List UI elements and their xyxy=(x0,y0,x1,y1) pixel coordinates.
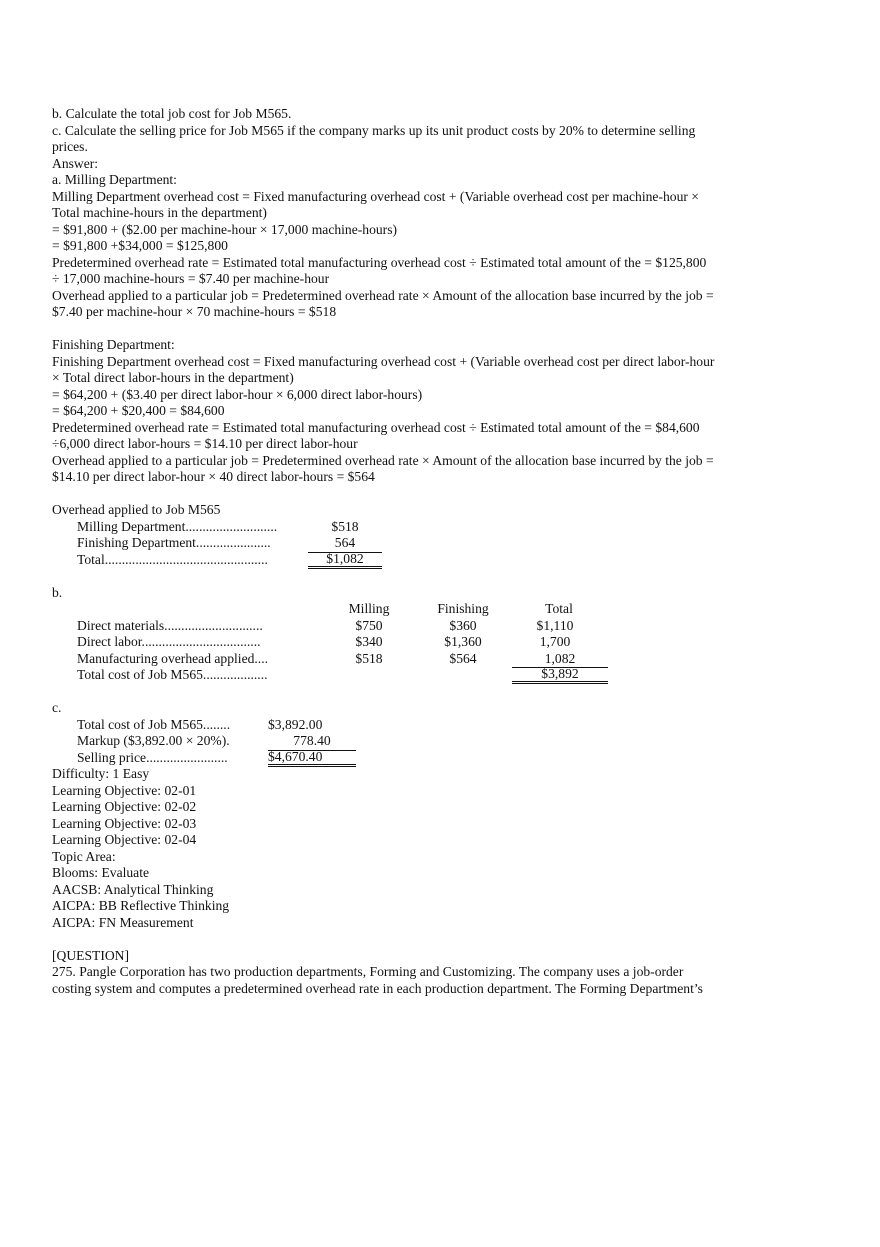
row-label: Total cost of Job M565........ xyxy=(77,716,231,732)
table-row xyxy=(52,552,842,569)
metadata-line: Blooms: Evaluate xyxy=(52,865,150,880)
table-row xyxy=(52,535,842,552)
metadata-line: Difficulty: 1 Easy xyxy=(52,766,150,781)
text-line: = $64,200 + $20,400 = $84,600 xyxy=(52,403,225,418)
cell-milling: $518 xyxy=(355,650,383,666)
spacer xyxy=(52,568,842,585)
text-line: ÷6,000 direct labor-hours = $14.10 per direct labor-hour xyxy=(52,436,358,451)
metadata-line: Learning Objective: 02-01 xyxy=(52,782,197,798)
document-page xyxy=(52,106,842,997)
job-cost-table xyxy=(52,585,842,684)
table-row xyxy=(52,651,842,668)
spacer xyxy=(52,321,842,338)
text-line: c. Calculate the selling price for Job M565 if the company marks up its unit product costs by 20% to determine selling xyxy=(52,122,696,138)
text-line: Total machine-hours in the department) xyxy=(52,205,267,220)
text-line: Finishing Department overhead cost = Fixed manufacturing overhead cost + (Variable overhead cost per direct labor-hour xyxy=(52,353,715,369)
table-row xyxy=(52,750,842,767)
finishing-section xyxy=(52,337,842,486)
text-line: Predetermined overhead rate = Estimated total manufacturing overhead cost ÷ Estimated total amount of the = $125,800 xyxy=(52,254,707,270)
text-line: b. Calculate the total job cost for Job M565. xyxy=(52,106,292,121)
question-tag: [QUESTION] xyxy=(52,947,130,963)
cell-finishing: $360 xyxy=(449,617,477,633)
metadata-line: Learning Objective: 02-03 xyxy=(52,815,197,831)
row-value: 564 xyxy=(308,535,382,553)
cell-total: 1,700 xyxy=(539,634,571,649)
section-heading: b. xyxy=(52,584,63,600)
row-value: 778.40 xyxy=(268,733,356,751)
text-line: costing system and computes a predetermined overhead rate in each production department. The Forming Department’s xyxy=(52,980,703,996)
selling-price-table xyxy=(52,700,842,766)
overhead-applied-table xyxy=(52,502,842,568)
row-label: Total................................................ xyxy=(77,551,268,567)
column-header: Milling xyxy=(348,601,390,616)
metadata-line: AICPA: FN Measurement xyxy=(52,914,194,930)
milling-section xyxy=(52,106,842,321)
metadata-line: Topic Area: xyxy=(52,848,116,864)
section-heading: c. xyxy=(52,700,62,715)
cell-finishing: $564 xyxy=(449,650,477,666)
row-value: $4,670.40 xyxy=(268,750,356,767)
table-row xyxy=(52,618,842,635)
text-line: = $64,200 + ($3.40 per direct labor-hour × 6,000 direct labor-hours) xyxy=(52,386,423,402)
text-line: $14.10 per direct labor-hour × 40 direct labor-hours = $564 xyxy=(52,469,375,484)
cell-total: $3,892 xyxy=(512,667,608,684)
table-row xyxy=(52,667,842,684)
text-line: = $91,800 +$34,000 = $125,800 xyxy=(52,238,228,253)
column-header: Finishing xyxy=(437,601,489,616)
row-label: Direct materials............................. xyxy=(77,617,263,633)
text-line: Predetermined overhead rate = Estimated total manufacturing overhead cost ÷ Estimated total amount of the = $84,600 xyxy=(52,419,700,435)
column-header-row xyxy=(52,601,842,618)
text-line: $7.40 per machine-hour × 70 machine-hours = $518 xyxy=(52,304,337,319)
table-row xyxy=(52,634,842,651)
spacer xyxy=(52,486,842,503)
row-label: Total cost of Job M565................... xyxy=(77,667,268,682)
table-row xyxy=(52,733,842,750)
cell-total: $1,110 xyxy=(536,617,574,633)
row-label: Markup ($3,892.00 × 20%). xyxy=(77,733,230,748)
row-value: $3,892.00 xyxy=(268,716,323,732)
column-header: Total xyxy=(545,601,573,616)
text-line: ÷ 17,000 machine-hours = $7.40 per machine-hour xyxy=(52,271,330,286)
text-line: a. Milling Department: xyxy=(52,172,177,187)
row-label: Manufacturing overhead applied.... xyxy=(77,650,268,666)
next-question xyxy=(52,948,842,998)
cell-milling: $340 xyxy=(355,634,383,649)
text-line: prices. xyxy=(52,139,88,154)
text-line: Overhead applied to a particular job = Predetermined overhead rate × Amount of the allocation base incurred by the job = xyxy=(52,452,714,468)
text-line: × Total direct labor-hours in the department) xyxy=(52,370,294,385)
row-value: $518 xyxy=(331,518,359,534)
metadata-line: Learning Objective: 02-02 xyxy=(52,799,197,814)
cell-total: 1,082 xyxy=(512,651,608,669)
text-line: Answer: xyxy=(52,155,99,171)
text-line: 275. Pangle Corporation has two production departments, Forming and Customizing. The company uses a job-order xyxy=(52,964,684,979)
table-row xyxy=(52,519,842,536)
row-label: Selling price........................ xyxy=(77,749,228,765)
text-line: Overhead applied to a particular job = Predetermined overhead rate × Amount of the allocation base incurred by the job = xyxy=(52,287,714,303)
row-label: Direct labor................................... xyxy=(77,634,261,649)
metadata-line: Learning Objective: 02-04 xyxy=(52,832,197,847)
table-row xyxy=(52,717,842,734)
spacer xyxy=(52,931,842,948)
metadata-line: AICPA: BB Reflective Thinking xyxy=(52,898,230,913)
row-label: Milling Department........................... xyxy=(77,518,278,534)
row-value: $1,082 xyxy=(308,552,382,569)
text-line: Finishing Department: xyxy=(52,337,175,352)
cell-milling: $750 xyxy=(355,617,383,633)
question-metadata xyxy=(52,766,842,931)
text-line: = $91,800 + ($2.00 per machine-hour × 17,000 machine-hours) xyxy=(52,221,398,237)
row-label: Finishing Department...................... xyxy=(77,535,271,550)
metadata-line: AACSB: Analytical Thinking xyxy=(52,881,214,897)
text-line: Milling Department overhead cost = Fixed manufacturing overhead cost + (Variable overhead cost per machine-hour × xyxy=(52,188,699,204)
table-title: Overhead applied to Job M565 xyxy=(52,502,221,517)
spacer xyxy=(52,684,842,701)
cell-finishing: $1,360 xyxy=(444,634,482,649)
